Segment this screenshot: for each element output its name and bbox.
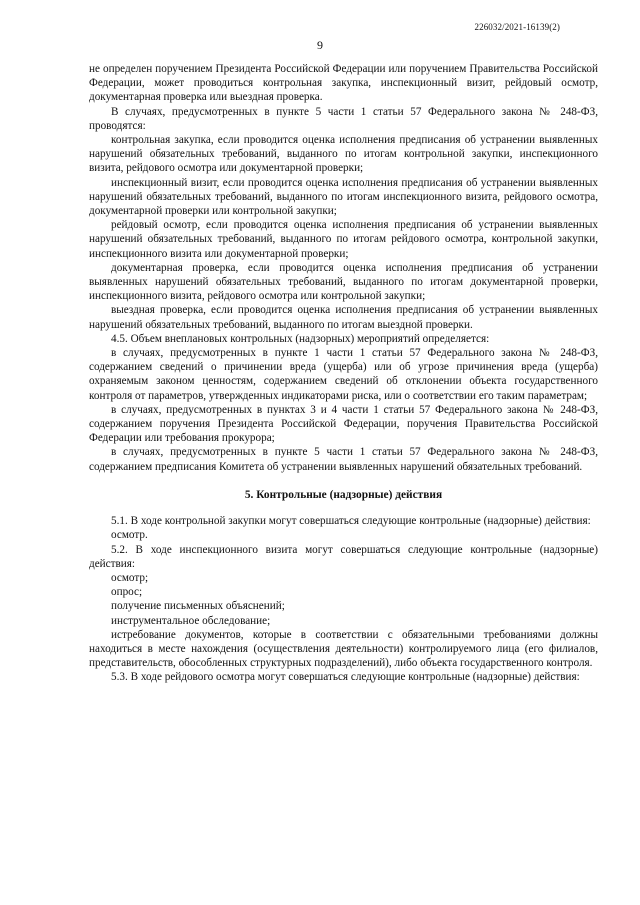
paragraph: 5.3. В ходе рейдового осмотра могут совершаться следующие контрольные (надзорные) действия: xyxy=(111,671,580,684)
document-number: 226032/2021-16139(2) xyxy=(474,22,560,32)
page-number: 9 xyxy=(317,38,323,52)
section-heading: 5. Контрольные (надзорные) действия xyxy=(244,488,443,501)
paragraph: рейдовый осмотр, если проводится оценка исполнения предписания об устранении выявленных нарушений обязательных требований, выданного по итогам рейдового осмотра, контрольной закупки, инспекционного визита или документарной проверки; xyxy=(89,219,598,260)
paragraph: осмотр; xyxy=(111,571,149,584)
paragraph: выездная проверка, если проводится оценка исполнения предписания об устранении выявленных нарушений обязательных требований, выданного по итогам выездной проверки. xyxy=(89,304,598,331)
paragraph: контрольная закупка, если проводится оценка исполнения предписания об устранении выявленных нарушений обязательных требований, выданного по итогам контрольной закупки, инспекционного визита, рейдового осмотра или документарной проверки; xyxy=(89,134,598,175)
paragraph: осмотр. xyxy=(111,529,148,542)
paragraph: истребование документов, которые в соответствии с обязательными требованиями должны находиться в месте нахождения (осуществления деятельности) контролируемого лица (его филиалов, представительств, обособленных структурных подразделений), либо объекта государственного контроля. xyxy=(89,628,598,670)
paragraph: не определен поручением Президента Российской Федерации или поручением Правительства Российской Федерации, может проводиться контрольная закупка, инспекционный визит, рейдовый осмотр, документарная проверка или выездная проверка. xyxy=(89,63,598,104)
paragraph: в случаях, предусмотренных в пунктах 3 и 4 части 1 статьи 57 Федерального закона № 248-ФЗ, содержанием поручения Президента Российской Федерации, поручения Правительства Российской Федерации или требования прокурора; xyxy=(89,403,598,445)
paragraph: получение письменных объяснений; xyxy=(111,600,285,613)
paragraph: В случаях, предусмотренных в пункте 5 части 1 статьи 57 Федерального закона № 248-ФЗ, проводятся: xyxy=(89,105,598,132)
paragraph: в случаях, предусмотренных в пункте 1 части 1 статьи 57 Федерального закона № 248-ФЗ, содержанием сведений о причинении вреда (ущерба) или об угрозе причинения вреда (ущерба) охраняемым законом ценностям, содержанием сведений об отклонении объекта государственного контроля от параметров, утвержденных индикаторами риска, или о соответствии его таким параметрам; xyxy=(89,347,598,402)
paragraph: 5.2. В ходе инспекционного визита могут совершаться следующие контрольные (надзорные) действия: xyxy=(89,543,598,570)
paragraph: опрос; xyxy=(111,586,143,599)
paragraph: инструментальное обследование; xyxy=(111,614,271,627)
paragraph: в случаях, предусмотренных в пункте 5 части 1 статьи 57 Федерального закона № 248-ФЗ, содержанием предписания Комитета об устранении выявленных нарушений обязательных требований. xyxy=(89,446,598,473)
document-body xyxy=(89,62,598,685)
paragraph: инспекционный визит, если проводится оценка исполнения предписания об устранении выявленных нарушений обязательных требований, выданного по итогам инспекционного визита, рейдового осмотра, документарной проверки или контрольной закупки; xyxy=(89,176,598,218)
paragraph: 5.1. В ходе контрольной закупки могут совершаться следующие контрольные (надзорные) действия: xyxy=(111,515,591,528)
paragraph: документарная проверка, если проводится оценка исполнения предписания об устранении выявленных нарушений обязательных требований, выданного по итогам документарной проверки, инспекционного визита, рейдового осмотра или контрольной закупки; xyxy=(89,261,598,303)
paragraph: 4.5. Объем внеплановых контрольных (надзорных) мероприятий определяется: xyxy=(111,332,490,345)
